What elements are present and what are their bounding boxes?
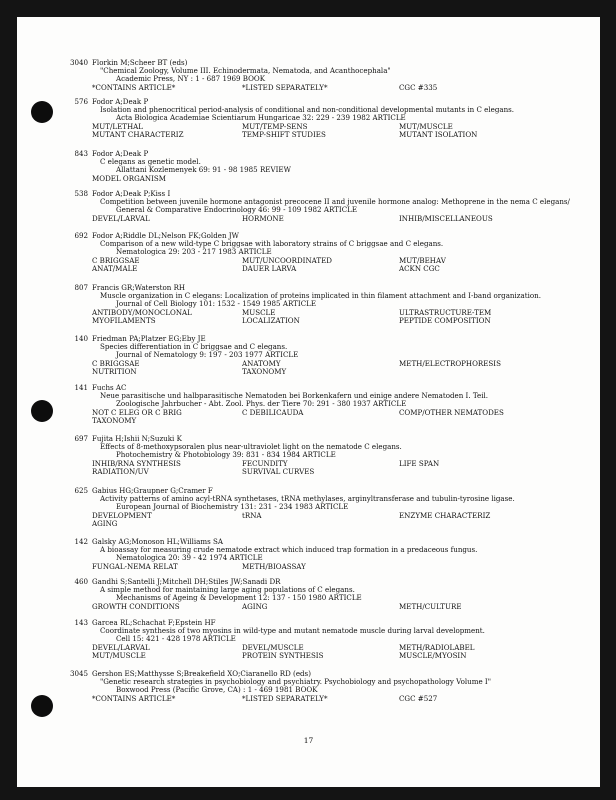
keyword-row xyxy=(92,257,574,265)
keyword: SURVIVAL CURVES xyxy=(242,466,315,476)
keyword: ACKN CGC xyxy=(399,263,440,273)
keyword: C BRIGGSAE xyxy=(92,255,140,265)
keyword: DEVEL/MUSCLE xyxy=(242,642,304,652)
entry-title: Coordinate synthesis of two myosins in wild-type and mutant nematode muscle during larval development. xyxy=(100,626,485,636)
entry-number: 141 xyxy=(74,383,88,392)
keyword: ANTIBODY/MONOCLONAL xyxy=(92,307,192,317)
entry-authors: Florkin M;Scheer BT (eds) xyxy=(92,58,188,67)
keyword-row xyxy=(92,417,574,425)
entry-title: Comparison of a new wild-type C briggsae with laboratory strains of C briggsae and C elegans. xyxy=(100,239,444,249)
binder-hole xyxy=(31,101,53,123)
keyword: MUTANT CHARACTERIZ xyxy=(92,129,184,139)
entry-body xyxy=(92,384,574,425)
entry-body xyxy=(92,59,574,92)
keyword: METH/BIOASSAY xyxy=(242,561,306,571)
keyword-row xyxy=(92,520,574,528)
keyword-row xyxy=(92,317,574,325)
entry-authors: Garcea RL;Schachat F;Epstein HF xyxy=(92,618,216,627)
keyword: ANAT/MALE xyxy=(92,263,138,273)
entry-authors: Fujita H;Ishii N;Suzuki K xyxy=(92,434,182,443)
entry-body xyxy=(92,190,574,223)
keyword: ANATOMY xyxy=(242,358,281,368)
keyword: NUTRITION xyxy=(92,366,137,376)
keyword-row xyxy=(92,563,574,571)
keyword: MUT/MUSCLE xyxy=(92,650,146,660)
keyword: RADIATION/UV xyxy=(92,466,149,476)
entry-title: Neue parasitische und halbparasitische Nematoden bei Borkenkafern und einige andere Nematoden I. Teil. xyxy=(100,391,489,401)
entry-title: Activity patterns of amino acyl-tRNA synthetases, tRNA methylases, arginyltransferase and tubulin-tyrosine ligase. xyxy=(100,494,515,504)
document-page xyxy=(17,17,600,787)
entry-citation: Journal of Cell Biology 101: 1532 - 1549 1985 ARTICLE xyxy=(116,299,317,309)
keyword-row xyxy=(92,652,574,660)
keyword: INHIB/RNA SYNTHESIS xyxy=(92,458,181,468)
entry-authors: Fodor A;Deak P xyxy=(92,97,149,106)
page-number: 17 xyxy=(303,736,314,745)
keyword: MUT/BEHAV xyxy=(399,255,446,265)
entry-authors: Fodor A;Riddle DL;Nelson FK;Golden JW xyxy=(92,231,239,240)
entry-authors: Gershon ES;Matthysse S;Breakefield XO;Ciaranello RD (eds) xyxy=(92,669,311,678)
keyword: COMP/OTHER NEMATODES xyxy=(399,407,504,417)
keyword-row xyxy=(92,360,574,368)
entry-title: Isolation and phenocritical period-analysis of conditional and non-conditional developmental mutants in C elegans. xyxy=(100,105,515,115)
keyword: MUT/MUSCLE xyxy=(399,121,453,131)
keyword-row xyxy=(92,603,574,611)
entry-number: 142 xyxy=(74,537,88,546)
entry-citation: European Journal of Biochemistry 131: 231 - 234 1983 ARTICLE xyxy=(116,502,349,512)
keyword: ENZYME CHARACTERIZ xyxy=(399,510,491,520)
keyword: TAXONOMY xyxy=(92,415,137,425)
entry-body xyxy=(92,670,574,703)
keyword: MUT/TEMP-SENS xyxy=(242,121,308,131)
entry-citation: Mechanisms of Ageing & Development 12: 137 - 150 1980 ARTICLE xyxy=(116,593,362,603)
entry-body xyxy=(92,150,574,183)
entry-authors: Gabius HG;Graupner G;Cramer F xyxy=(92,486,213,495)
keyword: NOT C ELEG OR C BRIG xyxy=(92,407,182,417)
keyword-row xyxy=(92,84,574,92)
keyword: MUSCLE/MYOSIN xyxy=(399,650,467,660)
keyword-row xyxy=(92,175,574,183)
keyword: AGING xyxy=(92,518,118,528)
entry-citation: Nematologica 29: 203 - 217 1983 ARTICLE xyxy=(116,247,272,257)
entry-number: 843 xyxy=(74,149,88,158)
entry-citation: Academic Press, NY : 1 - 687 1969 BOOK xyxy=(116,74,266,84)
keyword-row xyxy=(92,409,574,417)
keyword: DAUER LARVA xyxy=(242,263,297,273)
keyword: DEVELOPMENT xyxy=(92,510,152,520)
entry-body xyxy=(92,98,574,139)
binder-hole xyxy=(31,400,53,422)
entry-citation: Boxwood Press (Pacific Grove, CA) : 1 - 469 1981 BOOK xyxy=(116,685,318,695)
keyword: AGING xyxy=(242,601,268,611)
keyword-row xyxy=(92,215,574,223)
keyword: *LISTED SEPARATELY* xyxy=(242,82,328,92)
entry-title: A simple method for maintaining large aging populations of C elegans. xyxy=(100,585,355,595)
entry-title: C elegans as genetic model. xyxy=(100,157,201,167)
entry-body xyxy=(92,435,574,476)
entry-number: 538 xyxy=(74,189,88,198)
entry-number: 576 xyxy=(74,97,88,106)
entry-citation: Zoologische Jahrbucher - Abt. Zool. Phys. der Tiere 70: 291 - 380 1937 ARTICLE xyxy=(116,399,407,409)
entry-body xyxy=(92,619,574,660)
entry-citation: Allattani Kozlemenyek 69: 91 - 98 1985 REVIEW xyxy=(116,165,291,175)
entry-authors: Friedman PA;Platzer EG;Eby JE xyxy=(92,334,206,343)
keyword-row xyxy=(92,368,574,376)
entry-title: "Chemical Zoology, Volume III. Echinodermata, Nematoda, and Acanthocephala" xyxy=(100,66,391,76)
entry-body xyxy=(92,284,574,325)
keyword: FUNGAL-NEMA RELAT xyxy=(92,561,178,571)
entry-body xyxy=(92,538,574,571)
keyword: INHIB/MISCELLANEOUS xyxy=(399,213,493,223)
keyword: PROTEIN SYNTHESIS xyxy=(242,650,324,660)
entry-title: Effects of 8-methoxypsoralen plus near-ultraviolet light on the nematode C elegans. xyxy=(100,442,402,452)
entry-body xyxy=(92,578,574,611)
keyword: MUT/LETHAL xyxy=(92,121,144,131)
entry-authors: Fodor A;Deak P xyxy=(92,149,149,158)
keyword: tRNA xyxy=(242,510,262,520)
entry-body xyxy=(92,335,574,376)
keyword-row xyxy=(92,131,574,139)
entry-citation: General & Comparative Endocrinology 46: 99 - 109 1982 ARTICLE xyxy=(116,205,358,215)
keyword-row xyxy=(92,695,574,703)
keyword: TAXONOMY xyxy=(242,366,287,376)
keyword: CGC #527 xyxy=(399,693,438,703)
entry-title: "Genetic research strategies in psychobiology and psychiatry. Psychobiology and psychopathology Volume I" xyxy=(100,677,491,687)
keyword: LIFE SPAN xyxy=(399,458,440,468)
keyword: PEPTIDE COMPOSITION xyxy=(399,315,491,325)
entry-title: Species differentiation in C briggsae and C elegans. xyxy=(100,342,288,352)
keyword: LOCALIZATION xyxy=(242,315,300,325)
entry-authors: Fuchs AC xyxy=(92,383,127,392)
entry-body xyxy=(92,232,574,273)
entry-citation: Acta Biologica Academiae Scientiarum Hungaricae 32: 229 - 239 1982 ARTICLE xyxy=(116,113,406,123)
keyword: *CONTAINS ARTICLE* xyxy=(92,82,176,92)
keyword: MUTANT ISOLATION xyxy=(399,129,478,139)
keyword: MYOFILAMENTS xyxy=(92,315,156,325)
keyword: DEVEL/LARVAL xyxy=(92,642,150,652)
keyword-row xyxy=(92,644,574,652)
keyword: METH/ELECTROPHORESIS xyxy=(399,358,501,368)
keyword: HORMONE xyxy=(242,213,284,223)
entry-citation: Journal of Nematology 9: 197 - 203 1977 ARTICLE xyxy=(116,350,299,360)
entry-body xyxy=(92,487,574,528)
entry-authors: Francis GR;Waterston RH xyxy=(92,283,186,292)
entry-number: 697 xyxy=(74,434,88,443)
keyword: GROWTH CONDITIONS xyxy=(92,601,180,611)
entry-number: 143 xyxy=(74,618,88,627)
entry-title: A bioassay for measuring crude nematode extract which induced trap formation in a predaceous fungus. xyxy=(100,545,478,555)
entry-number: 625 xyxy=(74,486,88,495)
keyword: C DEBILICAUDA xyxy=(242,407,304,417)
entry-citation: Photochemistry & Photobiology 39: 831 - 834 1984 ARTICLE xyxy=(116,450,336,460)
keyword-row xyxy=(92,468,574,476)
keyword: DEVEL/LARVAL xyxy=(92,213,150,223)
keyword: METH/CULTURE xyxy=(399,601,462,611)
keyword: FECUNDITY xyxy=(242,458,288,468)
entry-authors: Galsky AG;Monoson HL;Williams SA xyxy=(92,537,224,546)
entry-number: 140 xyxy=(74,334,88,343)
entry-citation: Nematologica 20: 39 - 42 1974 ARTICLE xyxy=(116,553,263,563)
keyword: ULTRASTRUCTURE-TEM xyxy=(399,307,492,317)
keyword: *LISTED SEPARATELY* xyxy=(242,693,328,703)
entry-authors: Gandhi S;Santelli J;Mitchell DH;Stiles JW;Sanadi DR xyxy=(92,577,281,586)
entry-number: 3040 xyxy=(69,58,88,67)
entry-title: Muscle organization in C elegans: Localization of proteins implicated in thin filament attachment and I-band organization. xyxy=(100,291,541,301)
keyword: MUT/UNCOORDINATED xyxy=(242,255,332,265)
keyword-row xyxy=(92,460,574,468)
keyword: MUSCLE xyxy=(242,307,276,317)
entry-number: 807 xyxy=(74,283,88,292)
entry-number: 692 xyxy=(74,231,88,240)
keyword-row xyxy=(92,512,574,520)
entry-title: Competition between juvenile hormone antagonist precocene II and juvenile hormone analog: Methoprene in the nema C elegans/ xyxy=(100,197,570,207)
keyword: TEMP-SHIFT STUDIES xyxy=(242,129,326,139)
entry-number: 3045 xyxy=(69,669,88,678)
entry-authors: Fodor A;Deak P;Kiss I xyxy=(92,189,171,198)
keyword: CGC #335 xyxy=(399,82,438,92)
entry-number: 460 xyxy=(74,577,88,586)
entry-citation: Cell 15: 421 - 428 1978 ARTICLE xyxy=(116,634,236,644)
keyword: MODEL ORGANISM xyxy=(92,173,166,183)
keyword: *CONTAINS ARTICLE* xyxy=(92,693,176,703)
keyword: METH/RADIOLABEL xyxy=(399,642,475,652)
keyword-row xyxy=(92,309,574,317)
keyword: C BRIGGSAE xyxy=(92,358,140,368)
keyword-row xyxy=(92,265,574,273)
binder-hole xyxy=(31,695,53,717)
